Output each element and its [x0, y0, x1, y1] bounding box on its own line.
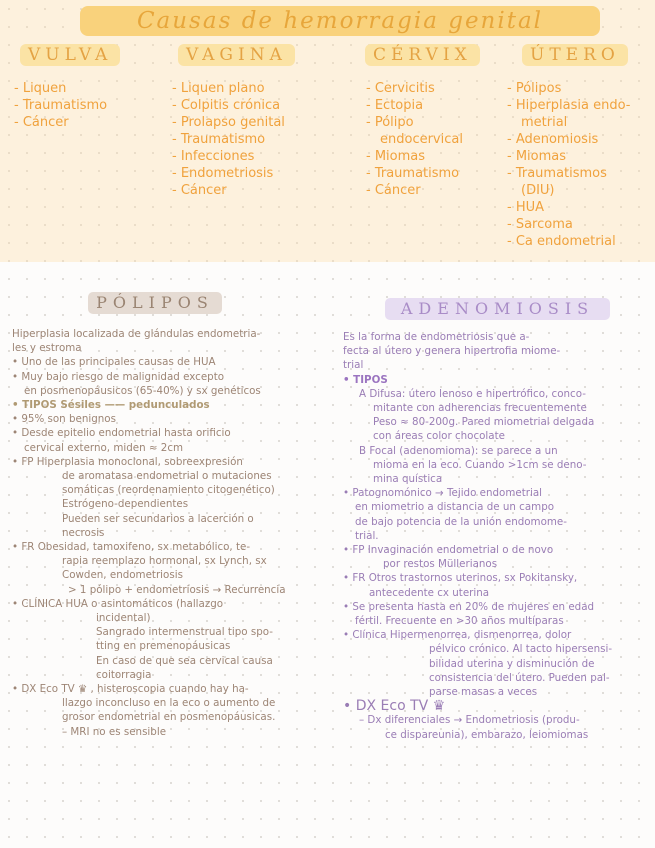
note-line: • FP Hiperplasia monoclonal, sobreexpresión	[12, 455, 243, 468]
list-item: - Traumatismo	[14, 97, 107, 114]
list-item: - Miomas	[507, 148, 631, 165]
note-line: • FR Obesidad, tamoxifeno, sx metabólico, te-	[12, 541, 251, 554]
note-line: > 1 pólipo + endometriosis → Recurrencia	[68, 583, 286, 596]
list-item: - Cervicitis	[366, 80, 463, 97]
list-item: endocervical	[380, 132, 463, 147]
list-item: - Liquen	[14, 80, 107, 97]
column-heading-cervix: CÉRVIX	[365, 44, 480, 66]
note-line: Peso ≈ 80-200g. Pared miometrial delgada	[373, 416, 595, 429]
note-line: • FR Otros trastornos uterinos, sx Pokitansky,	[343, 572, 578, 585]
list-item: - Adenomiosis	[507, 131, 631, 148]
note-line: pélvico crónico. Al tacto hipersensi-	[429, 643, 613, 656]
list-item: - Pólipos	[507, 80, 631, 97]
note-line: Es la forma de endometriosis que a-	[343, 331, 530, 343]
vagina-list	[172, 80, 285, 199]
note-line: • 95% son benignos	[12, 413, 116, 426]
note-line: fértil. Frecuente en >30 años multíparas	[355, 615, 564, 628]
note-line: mina quística	[373, 473, 443, 486]
note-line: • Uno de las principales causas de HUA	[12, 356, 216, 369]
cervix-list	[366, 80, 463, 199]
note-line: trial.	[355, 529, 379, 542]
note-line: por restos Müllerianos	[383, 558, 498, 571]
adenomiosis-notes	[343, 330, 651, 742]
note-line: • Clínica Hipermenorrea, dismenorrea, dolor	[343, 629, 572, 642]
note-line: cervical externo, miden ≈ 2cm	[24, 441, 184, 454]
note-line: de bajo potencia de la unión endomome-	[355, 515, 567, 528]
note-line: • CLÍNICA HUA o asintomáticos (hallazgo	[12, 597, 224, 610]
list-item: - Hiperplasia endo-	[507, 97, 631, 114]
note-line: grosor endometrial en posmenopáusicas.	[62, 711, 276, 724]
list-item: - Infecciones	[172, 148, 285, 165]
list-item: - Cáncer	[366, 182, 463, 199]
note-line: A Difusa: útero lenoso e hipertrófico, conco-	[359, 387, 586, 400]
note-line: somáticas (reordenamiento citogenético)	[62, 484, 275, 497]
note-line: B Focal (adenomioma): se parece a un	[359, 444, 558, 457]
note-line: Hiperplasia localizada de glándulas endometria-	[12, 328, 261, 340]
note-line: con áreas color chocolate	[373, 430, 505, 443]
note-line: • TIPOS Sésiles —— pedunculados	[12, 399, 210, 412]
list-item: - Traumatismos	[507, 165, 631, 182]
note-line: coitorragia	[96, 668, 152, 681]
list-item: - Ca endometrial	[507, 233, 631, 250]
note-line: • TIPOS	[343, 373, 388, 386]
note-line: tting en premenopáusicas	[96, 640, 231, 653]
note-line: incidental)	[96, 612, 151, 625]
note-line: necrosis	[62, 526, 105, 539]
list-item: - Traumatismo	[366, 165, 463, 182]
list-item: - HUA	[507, 199, 631, 216]
note-line: En caso de que sea cervical causa	[96, 654, 273, 667]
note-line: • FP Invaginación endometrial o de novo	[343, 544, 554, 557]
note-line: consistencia del útero. Pueden pal-	[429, 671, 610, 684]
list-item: (DIU)	[521, 183, 555, 198]
note-line: • Desde epitelio endometrial hasta orificio	[12, 427, 231, 440]
column-heading-utero: ÚTERO	[522, 44, 628, 66]
note-line: de aromatasa endometrial o mutaciones	[62, 470, 272, 483]
column-heading-vagina: VAGINA	[178, 44, 295, 66]
note-line: – Dx diferenciales → Endometriosis (produ-	[359, 714, 580, 727]
note-line: trial	[343, 359, 364, 372]
list-item: - Prolapso genital	[172, 114, 285, 131]
list-item: - Liquen plano	[172, 80, 285, 97]
note-line: • Patognomónico → Tejido endometrial	[343, 487, 543, 500]
list-item: - Traumatismo	[172, 131, 285, 148]
note-line: mioma en la eco. Cuando >1cm se deno-	[373, 458, 587, 471]
note-line: en posmenopáusicos (65-40%) y sx genéticos	[24, 384, 261, 397]
list-item: - Sarcoma	[507, 216, 631, 233]
note-line: Cowden, endometriosis	[62, 569, 183, 582]
adenomiosis-heading: ADENOMIOSIS	[385, 298, 610, 320]
note-line: Sangrado intermenstrual tipo spo-	[96, 626, 273, 639]
note-line: bilidad uterina y disminución de	[429, 657, 595, 670]
note-line: • Se presenta hasta en 20% de mujeres en edad	[343, 600, 595, 613]
note-line: fecta al útero y genera hipertrofia miome-	[343, 345, 561, 358]
page-title: Causas de hemorragia genital	[80, 6, 600, 36]
note-line: antecedente cx uterina	[369, 586, 490, 599]
note-line: en miometrio a distancia de un campo	[355, 501, 555, 514]
list-item: - Cáncer	[172, 182, 285, 199]
list-item: - Pólipo	[366, 114, 463, 131]
vulva-list	[14, 80, 107, 131]
list-item: - Colpitis crónica	[172, 97, 285, 114]
column-heading-vulva: VULVA	[20, 44, 120, 66]
note-line: • Muy bajo riesgo de malignidad excepto	[12, 370, 225, 383]
note-line: • DX Eco TV ♛	[343, 699, 446, 714]
list-item: - Cáncer	[14, 114, 107, 131]
note-line: mitante con adherencias frecuentemente	[373, 402, 587, 415]
note-line: Pueden ser secundarios a lacerción o	[62, 512, 254, 525]
note-line: ce dispareunia), embarazo, leiomiomas	[385, 728, 589, 741]
polipos-notes	[12, 327, 324, 739]
note-line: llazgo inconcluso en la eco o aumento de	[62, 697, 276, 710]
utero-list	[507, 80, 631, 250]
note-line: les y estroma	[12, 342, 82, 355]
note-line: • DX Eco TV ♛ , histeroscopia cuando hay ha-	[12, 683, 249, 696]
polipos-heading: PÓLIPOS	[88, 292, 222, 314]
note-line: – MRI no es sensible	[62, 725, 167, 738]
list-item: - Endometriosis	[172, 165, 285, 182]
note-line: parse masas a veces	[429, 686, 538, 699]
note-line: Estrógeno-dependientes	[62, 498, 189, 511]
note-line: rapia reemplazo hormonal, sx Lynch, sx	[62, 555, 267, 568]
list-item: metrial	[521, 115, 568, 130]
list-item: - Ectopia	[366, 97, 463, 114]
list-item: - Miomas	[366, 148, 463, 165]
